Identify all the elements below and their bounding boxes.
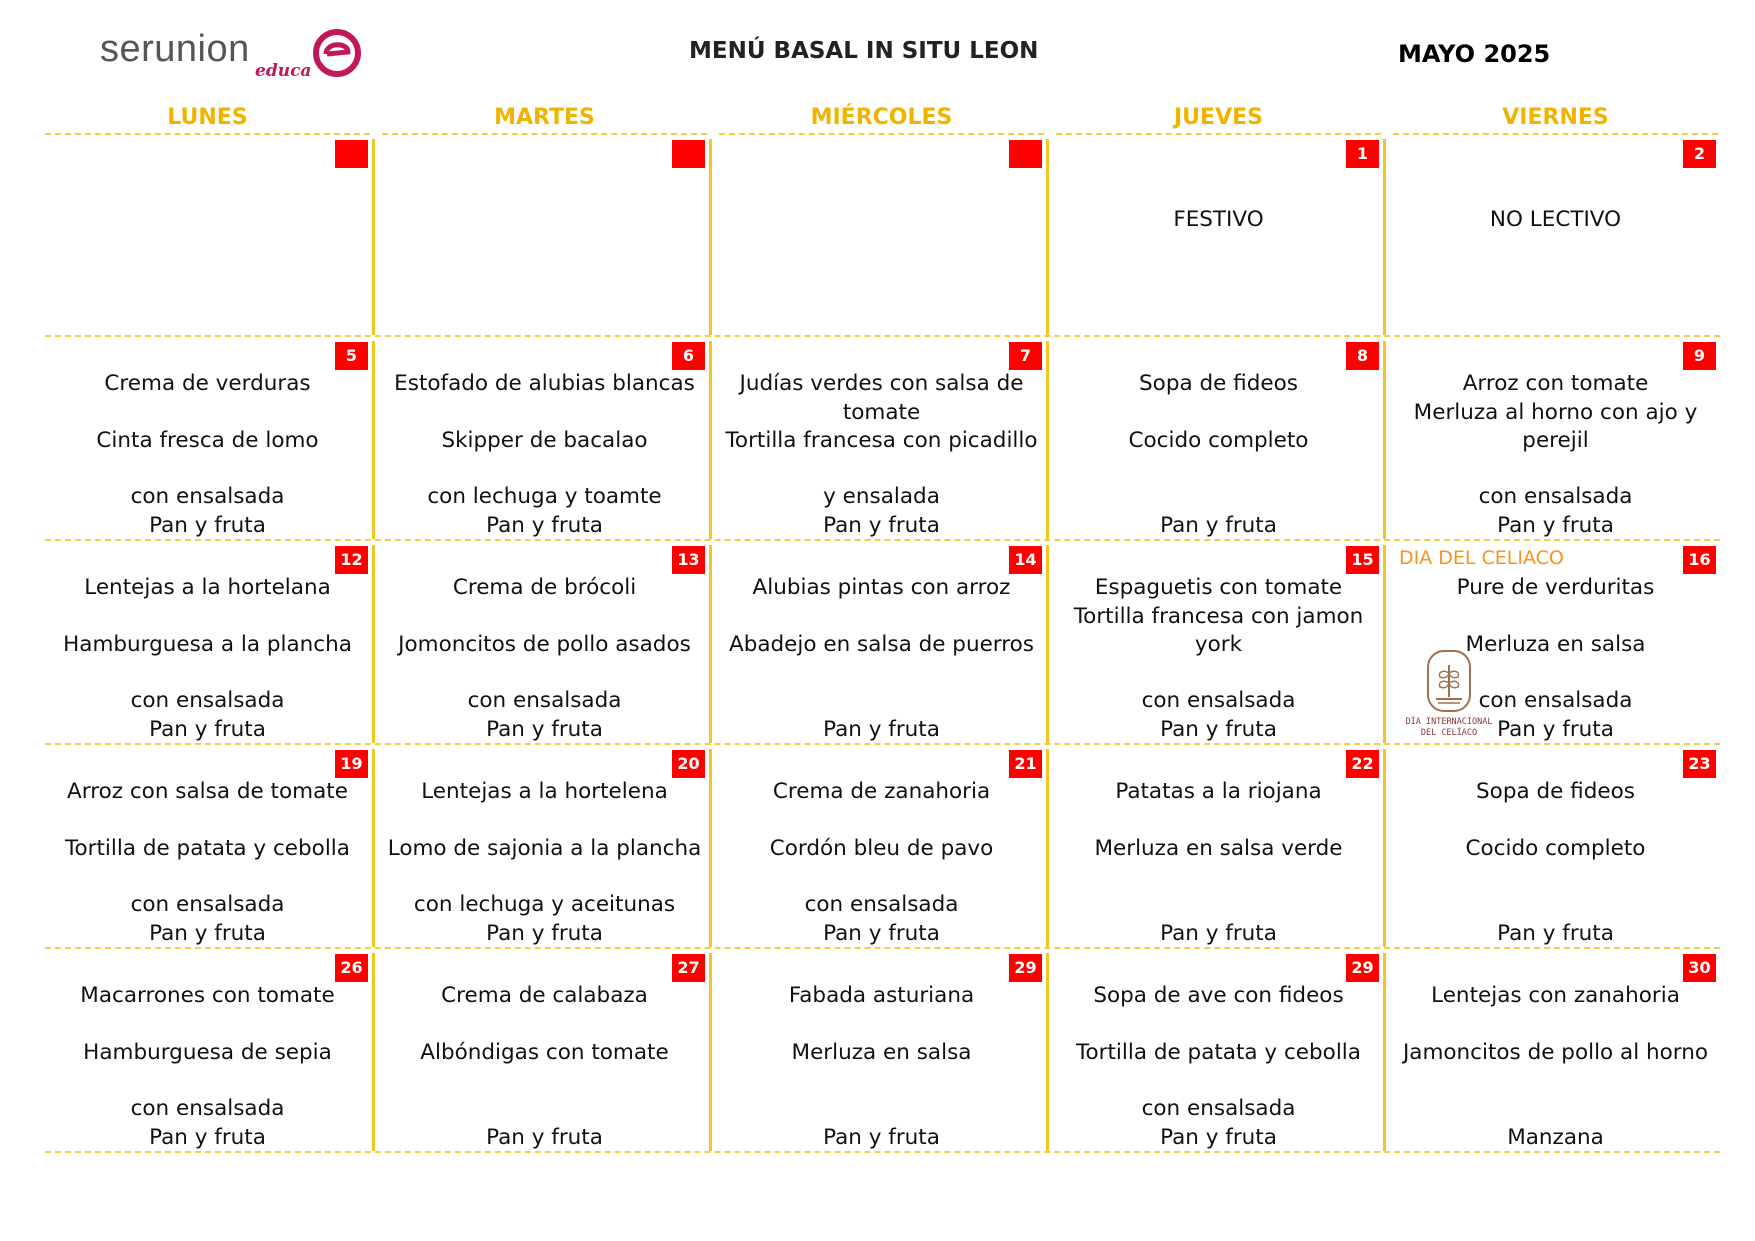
weekday-header-miercoles: MIÉRCOLES: [719, 105, 1044, 135]
menu-line: perejil: [1522, 428, 1589, 453]
day-cell: [1393, 337, 1718, 539]
weekday-header-lunes: LUNES: [45, 105, 370, 135]
day-number-badge: 30: [1683, 954, 1716, 982]
day-cell: [382, 745, 707, 947]
day-number-badge: [672, 140, 705, 168]
day-number-badge: 12: [335, 546, 368, 574]
dessert-line: Pan y fruta: [1497, 921, 1614, 946]
menu-line: Patatas a la riojana: [1115, 779, 1322, 804]
day-cell: [719, 541, 1044, 743]
day-cell: [382, 135, 707, 335]
menu-title: MENÚ BASAL IN SITU LEON: [689, 38, 1039, 64]
day-cell: [1056, 541, 1381, 743]
menu-line: york: [1194, 632, 1243, 657]
dessert-line: Pan y fruta: [823, 513, 940, 538]
menu-line: Merluza en salsa verde: [1094, 836, 1343, 861]
weekday-header-martes: MARTES: [382, 105, 707, 135]
menu-line: Cocido completo: [1465, 836, 1646, 861]
dessert-line: Pan y fruta: [823, 921, 940, 946]
dessert-line: Pan y fruta: [1497, 513, 1614, 538]
weekday-header-row: [45, 105, 1720, 135]
menu-line: Sopa de fideos: [1476, 779, 1635, 804]
menu-line: Jomoncitos de pollo asados: [398, 632, 691, 657]
menu-line: Albóndigas con tomate: [420, 1040, 669, 1065]
day-number-badge: 2: [1683, 140, 1716, 168]
menu-line: Alubias pintas con arroz: [752, 575, 1011, 600]
menu-line: Fabada asturiana: [788, 983, 975, 1008]
menu-line: Crema de brócoli: [452, 575, 637, 600]
menu-line: Lentejas a la hortelana: [84, 575, 331, 600]
menu-line: con ensalsada: [1478, 484, 1633, 509]
menu-line: Cordón bleu de pavo: [769, 836, 994, 861]
month-label: MAYO 2025: [1398, 40, 1551, 68]
menu-line: Skipper de bacalao: [441, 428, 648, 453]
day-number-badge: [335, 140, 368, 168]
serunion-educa-logo: [100, 28, 370, 88]
day-number-badge: 21: [1009, 750, 1042, 778]
day-cell: [45, 949, 370, 1151]
menu-line: con ensalsada: [130, 1096, 285, 1121]
menu-line: y ensalada: [823, 484, 940, 509]
menu-line: Merluza al horno con ajo y: [1413, 400, 1698, 425]
menu-line: Abadejo en salsa de puerros: [728, 632, 1034, 657]
day-number-badge: 15: [1346, 546, 1379, 574]
day-cell: [719, 949, 1044, 1151]
logo-wordmark: serunion: [100, 28, 250, 70]
logo-swirl-icon: [312, 28, 362, 78]
day-number-badge: 26: [335, 954, 368, 982]
day-cell: [1056, 745, 1381, 947]
week-row: [45, 745, 1720, 949]
menu-line: Lentejas a la hortelena: [421, 779, 668, 804]
menu-line: Macarrones con tomate: [80, 983, 335, 1008]
menu-line: con ensalsada: [1141, 688, 1296, 713]
day-number-badge: 1: [1346, 140, 1379, 168]
day-cell: [1393, 745, 1718, 947]
weekday-header-jueves: JUEVES: [1056, 105, 1381, 135]
menu-line: Lentejas con zanahoria: [1431, 983, 1680, 1008]
dessert-line: Pan y fruta: [486, 513, 603, 538]
menu-line: con lechuga y toamte: [427, 484, 662, 509]
day-cell: [719, 337, 1044, 539]
menu-line: Hamburguesa a la plancha: [63, 632, 352, 657]
dessert-line: Pan y fruta: [1497, 717, 1614, 742]
day-number-badge: 23: [1683, 750, 1716, 778]
day-note: DIA DEL CELIACO: [1399, 547, 1564, 569]
day-cell: [1056, 135, 1381, 335]
menu-line: FESTIVO: [1173, 207, 1264, 232]
day-cell: [382, 541, 707, 743]
menu-line: con ensalsada: [467, 688, 622, 713]
menu-line: Merluza en salsa: [791, 1040, 972, 1065]
menu-line: Merluza en salsa: [1465, 632, 1646, 657]
dessert-line: Pan y fruta: [486, 717, 603, 742]
celiac-day-badge-text: DÍA INTERNACIONAL DEL CELÍACO: [1405, 717, 1493, 738]
day-number-badge: 5: [335, 342, 368, 370]
day-cell: [1056, 337, 1381, 539]
menu-line: Crema de zanahoria: [772, 779, 991, 804]
week-row: [45, 337, 1720, 541]
dessert-line: Pan y fruta: [149, 921, 266, 946]
menu-line: con lechuga y aceitunas: [413, 892, 676, 917]
day-number-badge: 13: [672, 546, 705, 574]
week-row: [45, 949, 1720, 1153]
day-number-badge: 7: [1009, 342, 1042, 370]
weekday-header-viernes: VIERNES: [1393, 105, 1718, 135]
day-cell: [45, 745, 370, 947]
menu-line: Crema de verduras: [104, 371, 311, 396]
menu-line: NO LECTIVO: [1489, 207, 1622, 232]
menu-line: Estofado de alubias blancas: [394, 371, 695, 396]
dessert-line: Pan y fruta: [486, 921, 603, 946]
menu-line: Tortilla francesa con picadillo: [725, 428, 1038, 453]
weeks-container: [45, 135, 1720, 1153]
day-number-badge: 29: [1346, 954, 1379, 982]
dessert-line: Pan y fruta: [823, 1125, 940, 1150]
dessert-line: Pan y fruta: [149, 717, 266, 742]
menu-line: tomate: [842, 400, 921, 425]
day-cell: [719, 135, 1044, 335]
menu-line: con ensalsada: [1141, 1096, 1296, 1121]
day-cell: [1056, 949, 1381, 1151]
logo-subtext: educa: [255, 61, 312, 81]
menu-line: Crema de calabaza: [441, 983, 648, 1008]
menu-line: Cocido completo: [1128, 428, 1309, 453]
dessert-line: Manzana: [1507, 1125, 1604, 1150]
menu-line: con ensalsada: [130, 688, 285, 713]
dessert-line: Pan y fruta: [823, 717, 940, 742]
day-cell: [45, 135, 370, 335]
menu-line: Lomo de sajonia a la plancha: [387, 836, 702, 861]
menu-line: Sopa de fideos: [1139, 371, 1298, 396]
menu-line: Tortilla de patata y cebolla: [1076, 1040, 1361, 1065]
day-cell: [45, 337, 370, 539]
menu-line: con ensalsada: [1478, 688, 1633, 713]
day-number-badge: 6: [672, 342, 705, 370]
day-number-badge: 20: [672, 750, 705, 778]
menu-line: Tortilla francesa con jamon: [1073, 604, 1364, 629]
week-row: [45, 541, 1720, 745]
dessert-line: Pan y fruta: [1160, 717, 1277, 742]
dessert-line: Pan y fruta: [1160, 1125, 1277, 1150]
day-cell: [382, 337, 707, 539]
day-number-badge: 29: [1009, 954, 1042, 982]
menu-line: con ensalsada: [130, 892, 285, 917]
dessert-line: Pan y fruta: [486, 1125, 603, 1150]
dessert-line: Pan y fruta: [149, 1125, 266, 1150]
menu-line: con ensalsada: [130, 484, 285, 509]
menu-line: Sopa de ave con fideos: [1093, 983, 1344, 1008]
day-number-badge: 8: [1346, 342, 1379, 370]
day-number-badge: 16: [1683, 546, 1716, 574]
day-cell: [1393, 135, 1718, 335]
menu-line: Arroz con tomate: [1462, 371, 1649, 396]
dessert-line: Pan y fruta: [1160, 921, 1277, 946]
menu-line: con ensalsada: [804, 892, 959, 917]
day-cell: [1393, 541, 1718, 743]
day-cell: [45, 541, 370, 743]
menu-line: Cinta fresca de lomo: [96, 428, 319, 453]
menu-calendar: [45, 105, 1720, 1153]
menu-line: Arroz con salsa de tomate: [67, 779, 348, 804]
day-cell: [719, 745, 1044, 947]
menu-line: Judías verdes con salsa de: [739, 371, 1024, 396]
day-cell: [1393, 949, 1718, 1151]
dessert-line: Pan y fruta: [1160, 513, 1277, 538]
menu-line: Pure de verduritas: [1456, 575, 1655, 600]
day-number-badge: 27: [672, 954, 705, 982]
day-number-badge: 19: [335, 750, 368, 778]
menu-line: Jamoncitos de pollo al horno: [1402, 1040, 1709, 1065]
menu-line: Espaguetis con tomate: [1094, 575, 1343, 600]
menu-line: Hamburguesa de sepia: [83, 1040, 332, 1065]
day-number-badge: 9: [1683, 342, 1716, 370]
day-number-badge: [1009, 140, 1042, 168]
day-number-badge: 22: [1346, 750, 1379, 778]
day-cell: [382, 949, 707, 1151]
week-row: [45, 135, 1720, 337]
day-number-badge: 14: [1009, 546, 1042, 574]
dessert-line: Pan y fruta: [149, 513, 266, 538]
menu-line: Tortilla de patata y cebolla: [65, 836, 350, 861]
